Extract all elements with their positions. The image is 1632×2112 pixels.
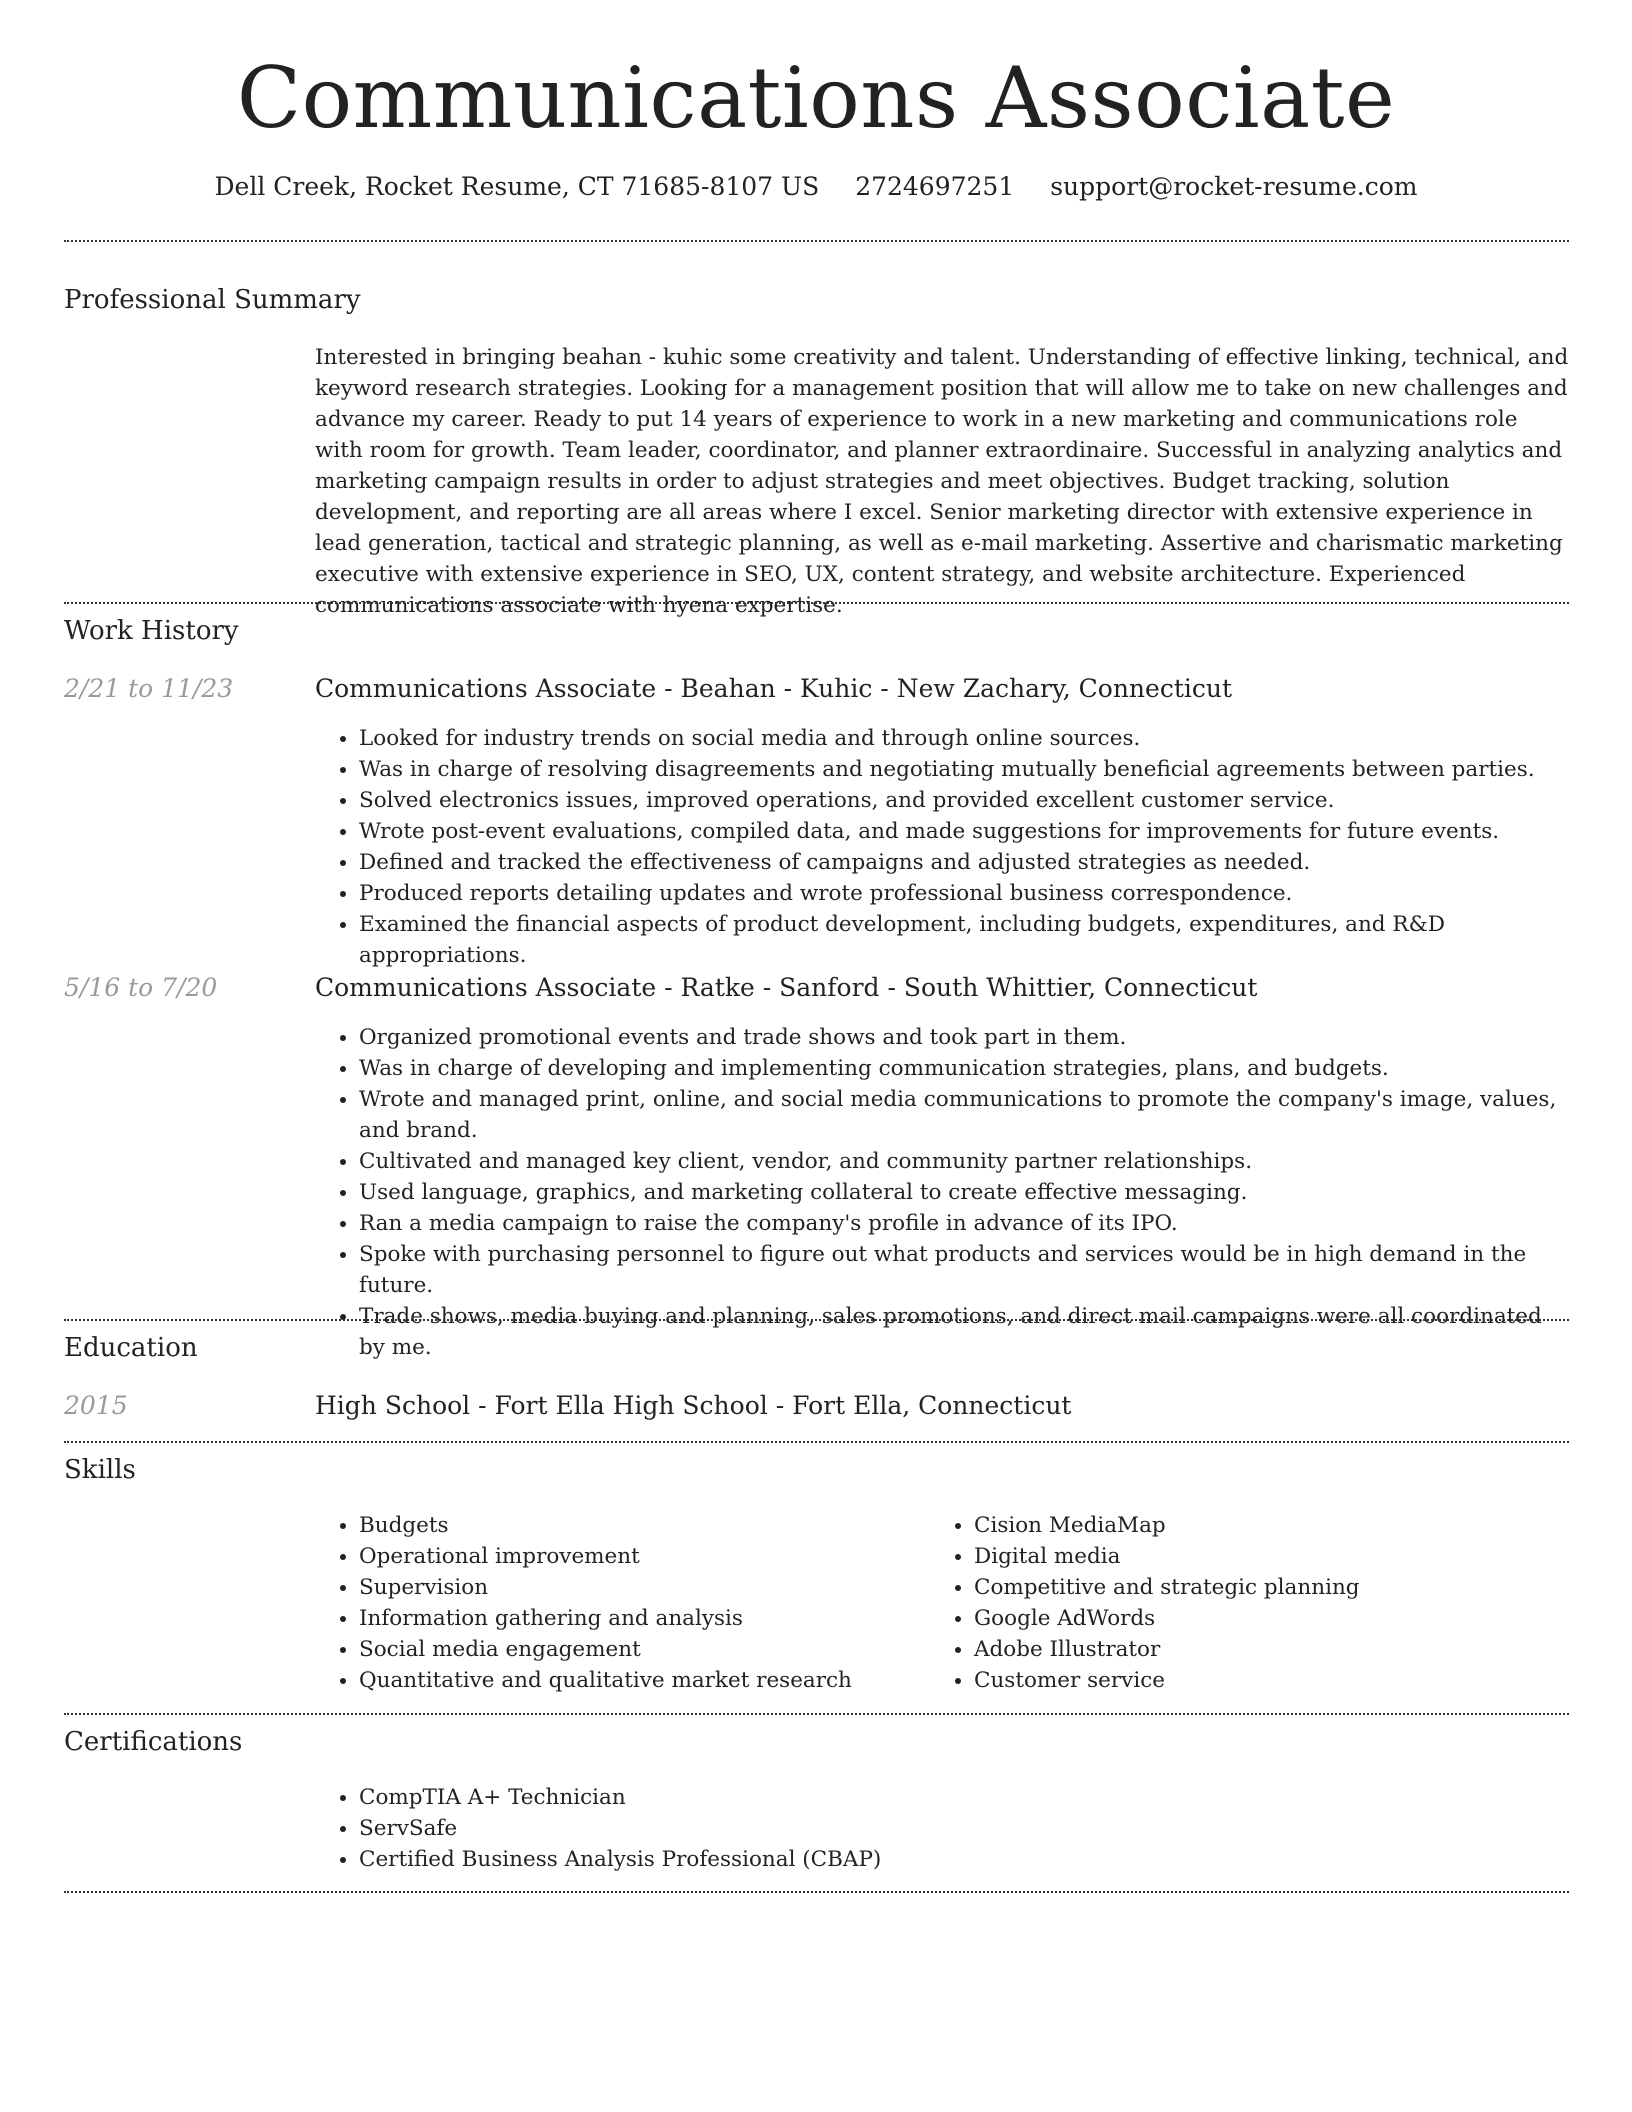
skills-list-left xyxy=(315,1510,935,1696)
list-item: • Produced reports detailing updates and wrote professional business correspondence. xyxy=(359,878,1571,909)
list-item: • Budgets xyxy=(359,1510,935,1541)
section-heading-summary: Professional Summary xyxy=(64,285,361,315)
list-item: • Used language, graphics, and marketing collateral to create effective messaging. xyxy=(359,1177,1571,1208)
list-item: • Examined the financial aspects of product development, including budgets, expenditures, and R&D appropriations. xyxy=(359,909,1571,971)
list-item: • Organized promotional events and trade shows and took part in them. xyxy=(359,1022,1571,1053)
list-item: • Solved electronics issues, improved operations, and provided excellent customer service. xyxy=(359,785,1571,816)
divider xyxy=(64,240,1569,242)
certifications-list xyxy=(315,1782,1571,1875)
divider xyxy=(64,1319,1569,1321)
section-heading-certifications: Certifications xyxy=(64,1727,243,1757)
education-title: High School - Fort Ella High School - Fort Ella, Connecticut xyxy=(315,1391,1072,1420)
list-item: • Operational improvement xyxy=(359,1541,935,1572)
list-item: • Wrote post-event evaluations, compiled data, and made suggestions for improvements for future events. xyxy=(359,816,1571,847)
list-item: • Digital media xyxy=(974,1541,1550,1572)
education-date: 2015 xyxy=(64,1391,128,1420)
list-item: • Supervision xyxy=(359,1572,935,1603)
list-item: • Wrote and managed print, online, and social media communications to promote the company's image, values, and brand. xyxy=(359,1084,1571,1146)
list-item: • Social media engagement xyxy=(359,1634,935,1665)
list-item: • Competitive and strategic planning xyxy=(974,1572,1550,1603)
section-heading-education: Education xyxy=(64,1333,198,1363)
job-dates: 2/21 to 11/23 xyxy=(64,674,234,703)
list-item: • Adobe Illustrator xyxy=(974,1634,1550,1665)
summary-text: Interested in bringing beahan - kuhic some creativity and talent. Understanding of effective linking, technical, and keyword research strategies. Looking for a management position that will allow me to take on new challenges and advance my career. Ready to put 14 years of experience to work in a new marketing and communications role with room for growth. Team leader, coordinator, and planner extraordinaire. Successful in analyzing analytics and marketing campaign results in order to adjust strategies and meet objectives. Budget tracking, solution development, and reporting are all areas where I excel. Senior marketing director with extensive experience in lead generation, tactical and strategic planning, as well as e-mail marketing. Assertive and charismatic marketing executive with extensive experience in SEO, UX, content strategy, and website architecture. Experienced communications associate with hyena expertise. xyxy=(315,345,1569,618)
list-item: • Information gathering and analysis xyxy=(359,1603,935,1634)
list-item: • Customer service xyxy=(974,1665,1550,1696)
job-dates: 5/16 to 7/20 xyxy=(64,973,218,1002)
divider xyxy=(64,1713,1569,1715)
contact-phone: 2724697251 xyxy=(855,172,1015,201)
contact-email: support@rocket-resume.com xyxy=(1050,172,1418,201)
divider xyxy=(64,602,1569,604)
job-bullets xyxy=(315,1022,1571,1363)
list-item: • Was in charge of developing and implementing communication strategies, plans, and budgets. xyxy=(359,1053,1571,1084)
job-title: Communications Associate - Ratke - Sanford - South Whittier, Connecticut xyxy=(315,973,1258,1002)
job-bullets xyxy=(315,723,1571,971)
list-item: • Certified Business Analysis Professional (CBAP) xyxy=(359,1844,1571,1875)
list-item: • ServSafe xyxy=(359,1813,1571,1844)
list-item: • Spoke with purchasing personnel to figure out what products and services would be in high demand in the future. xyxy=(359,1239,1571,1301)
contact-line xyxy=(0,170,1632,204)
section-heading-skills: Skills xyxy=(64,1455,136,1485)
section-heading-work-history: Work History xyxy=(64,616,239,646)
contact-address: Dell Creek, Rocket Resume, CT 71685-8107 US xyxy=(214,172,820,201)
divider xyxy=(64,1441,1569,1443)
resume-name: Communications Associate xyxy=(236,49,1396,147)
list-item: • CompTIA A+ Technician xyxy=(359,1782,1571,1813)
divider xyxy=(64,1891,1569,1893)
skills-list-right xyxy=(930,1510,1550,1696)
list-item: • Cultivated and managed key client, vendor, and community partner relationships. xyxy=(359,1146,1571,1177)
list-item: • Was in charge of resolving disagreements and negotiating mutually beneficial agreements between parties. xyxy=(359,754,1571,785)
list-item: • Ran a media campaign to raise the company's profile in advance of its IPO. xyxy=(359,1208,1571,1239)
list-item: • Google AdWords xyxy=(974,1603,1550,1634)
list-item: • Cision MediaMap xyxy=(974,1510,1550,1541)
list-item: • Quantitative and qualitative market research xyxy=(359,1665,935,1696)
list-item: • Trade shows, media buying and planning, sales promotions, and direct mail campaigns were all coordinated by me. xyxy=(359,1301,1571,1363)
job-title: Communications Associate - Beahan - Kuhic - New Zachary, Connecticut xyxy=(315,674,1233,703)
list-item: • Defined and tracked the effectiveness of campaigns and adjusted strategies as needed. xyxy=(359,847,1571,878)
list-item: • Looked for industry trends on social media and through online sources. xyxy=(359,723,1571,754)
